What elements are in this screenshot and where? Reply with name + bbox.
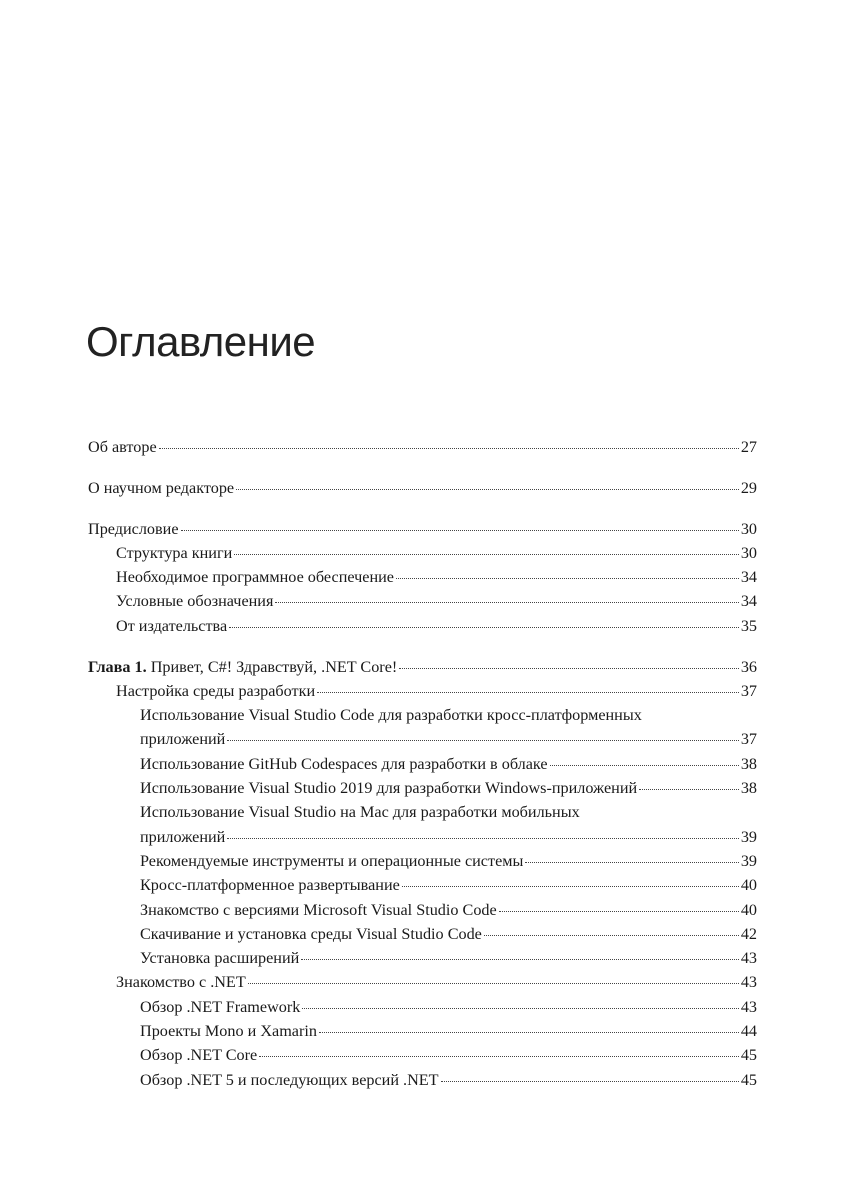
dot-leader (301, 958, 739, 960)
toc-entry[interactable] (88, 435, 757, 459)
page-number: 45 (740, 1046, 757, 1065)
toc-entry-title (140, 922, 482, 946)
page-number: 44 (740, 1022, 757, 1041)
toc-entry-title (140, 946, 299, 970)
toc-entry-text: Структура книги (116, 543, 233, 562)
page-number: 43 (740, 949, 757, 968)
page-number: 36 (740, 657, 757, 676)
toc-entry[interactable] (88, 565, 757, 589)
toc-entry[interactable] (88, 946, 757, 970)
toc-entry[interactable] (88, 1068, 757, 1092)
toc-entry-text: Обзор .NET Framework (140, 997, 301, 1016)
toc-entry[interactable] (88, 995, 757, 1019)
page-number: 42 (740, 924, 757, 943)
toc-entry[interactable] (88, 614, 757, 638)
dot-leader (236, 488, 739, 490)
page-number: 39 (740, 851, 757, 870)
toc-entry[interactable] (88, 517, 757, 541)
page-number: 40 (740, 900, 757, 919)
toc-entry-text: Об авторе (88, 438, 157, 456)
table-of-contents (88, 435, 757, 1092)
toc-entry-title (116, 614, 227, 638)
toc-entry[interactable] (88, 922, 757, 946)
dot-leader (399, 667, 739, 669)
toc-entry-title-line1: Использование Visual Studio Code для разработки кросс-платформенных (140, 706, 642, 725)
dot-leader (402, 885, 739, 887)
toc-entry-text: Проекты Mono и Xamarin (140, 1022, 317, 1041)
dot-leader (234, 553, 739, 555)
toc-entry[interactable] (88, 541, 757, 565)
page-number: 30 (740, 519, 757, 538)
toc-entry-title (140, 898, 497, 922)
toc-entry[interactable] (88, 752, 757, 776)
toc-entry-text: Условные обозначения (116, 592, 274, 611)
dot-leader (227, 837, 738, 839)
toc-entry-title (140, 849, 523, 873)
toc-entry-text: Обзор .NET Core (140, 1046, 258, 1065)
dot-leader (275, 601, 738, 603)
toc-entry-text: приложений (140, 730, 226, 749)
toc-entry-title (116, 679, 315, 703)
toc-entry-title (140, 1043, 257, 1067)
toc-entry-title (116, 541, 232, 565)
page-number: 40 (740, 876, 757, 895)
page-number: 38 (740, 754, 757, 773)
page-title: Оглавление (86, 318, 316, 365)
dot-leader (302, 1007, 738, 1009)
toc-entry-title (116, 565, 394, 589)
toc-entry-title (140, 752, 548, 776)
dot-leader (229, 626, 739, 628)
toc-entry-text: Использование Visual Studio 2019 для разработки Windows-приложений (140, 779, 638, 798)
toc-entry-text: Настройка среды разработки (116, 681, 316, 700)
toc-entry-text: Использование GitHub Codespaces для разработки в облаке (140, 754, 548, 773)
dot-leader (525, 861, 738, 863)
dot-leader (248, 982, 739, 984)
toc-entry-title (140, 995, 300, 1019)
toc-entry[interactable] (88, 898, 757, 922)
page-number: 30 (740, 543, 757, 562)
toc-entry-text: Знакомство с версиями Microsoft Visual Studio Code (140, 900, 497, 919)
dot-leader (317, 691, 739, 693)
dot-leader (484, 934, 739, 936)
toc-entry[interactable] (88, 849, 757, 873)
toc-entry-title (140, 873, 400, 897)
toc-entry-text: От издательства (116, 616, 228, 635)
toc-entry-text: Установка расширений (140, 949, 300, 968)
dot-leader (259, 1055, 739, 1057)
dot-leader (159, 447, 739, 449)
dot-leader (396, 577, 739, 579)
dot-leader (181, 529, 739, 531)
toc-entry-text: О научном редакторе (88, 478, 235, 497)
page-number: 38 (740, 779, 757, 798)
page-number: 39 (740, 827, 757, 846)
toc-entry[interactable] (88, 655, 757, 679)
toc-entry[interactable] (88, 679, 757, 703)
toc-entry-title (116, 970, 246, 994)
toc-entry-title (88, 517, 179, 541)
toc-entry[interactable] (88, 970, 757, 994)
toc-entry-title (140, 1068, 439, 1092)
page-number: 43 (740, 997, 757, 1016)
page-number: 27 (740, 438, 757, 456)
toc-entry[interactable] (88, 703, 757, 752)
toc-entry-text: Знакомство с .NET (116, 973, 246, 992)
page-number: 45 (740, 1070, 757, 1089)
toc-entry-text: Предисловие (88, 519, 179, 538)
dot-leader (550, 764, 739, 766)
toc-entry-text: приложений (140, 827, 226, 846)
dot-leader (227, 739, 738, 741)
toc-entry-text: Необходимое программное обеспечение (116, 568, 394, 587)
toc-entry-title (88, 435, 157, 459)
toc-entry-title-line1: Использование Visual Studio на Mac для разработки мобильных (140, 803, 580, 822)
toc-entry-title (140, 1019, 317, 1043)
toc-entry-title (116, 589, 273, 613)
page-number: 29 (740, 478, 757, 497)
dot-leader (639, 788, 739, 790)
chapter-number: Глава 1. (88, 657, 147, 676)
toc-entry[interactable] (88, 589, 757, 613)
toc-entry-title (140, 727, 225, 751)
toc-entry-title (140, 825, 225, 849)
toc-entry-text: Кросс-платформенное развертывание (140, 876, 400, 895)
page-number: 37 (740, 730, 757, 749)
toc-entry[interactable] (88, 1043, 757, 1067)
toc-entry[interactable] (88, 776, 757, 800)
page-number: 43 (740, 973, 757, 992)
toc-entry-text: Обзор .NET 5 и последующих версий .NET (140, 1070, 439, 1089)
page-number: 34 (740, 568, 757, 587)
toc-entry-text: Привет, C#! Здравствуй, .NET Core! (150, 657, 398, 676)
page-number: 37 (740, 681, 757, 700)
toc-entry-title (88, 476, 234, 500)
dot-leader (319, 1031, 739, 1033)
toc-entry-title (140, 776, 637, 800)
dot-leader (499, 910, 739, 912)
toc-entry[interactable] (88, 873, 757, 897)
page-number: 35 (740, 616, 757, 635)
toc-entry-text: Скачивание и установка среды Visual Studio Code (140, 924, 482, 943)
toc-entry[interactable] (88, 476, 757, 500)
toc-entry[interactable] (88, 1019, 757, 1043)
dot-leader (441, 1080, 739, 1082)
toc-entry[interactable] (88, 800, 757, 849)
toc-entry-text: Рекомендуемые инструменты и операционные системы (140, 851, 524, 870)
toc-entry-title (88, 655, 397, 679)
page-number: 34 (740, 592, 757, 611)
